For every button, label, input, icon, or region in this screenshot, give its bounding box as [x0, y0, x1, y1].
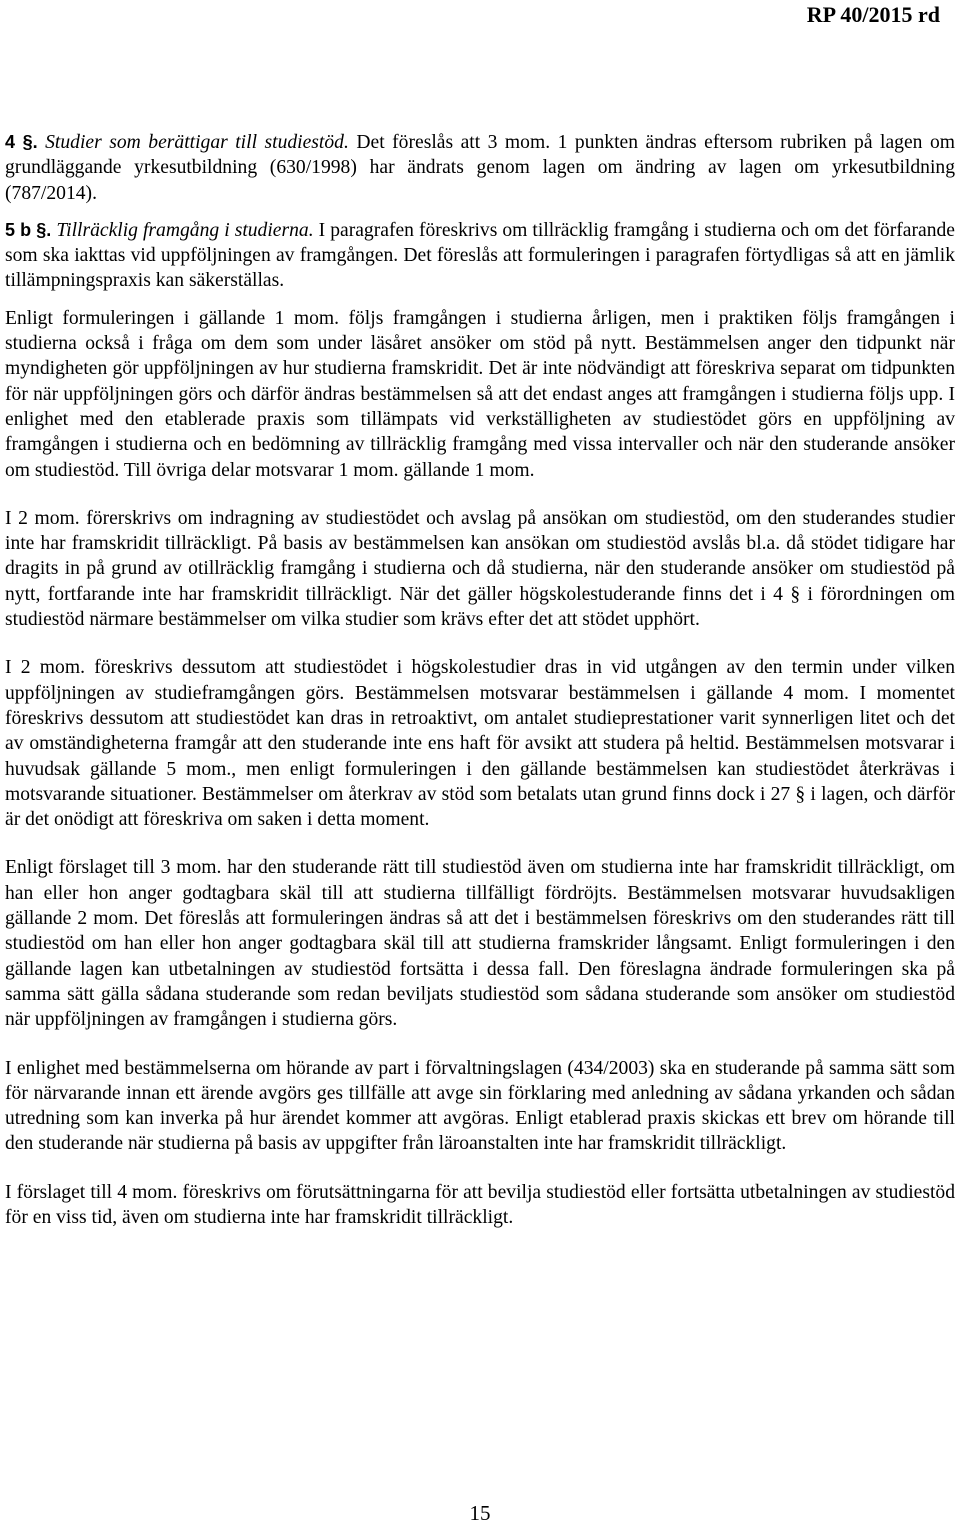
- section-title: Studier som berättigar till studiestöd.: [45, 132, 349, 153]
- paragraph: I 2 mom. förerskrivs om indragning av studiestödet och avslag på ansökan om studiestöd, om den studerandes studier inte har framskridit tillräckligt. På basis av bestämmelsen kan ansökan om studiestöd avslås bl.a. då stödet tidigare har dragits in på grund av otillräcklig framgång i studierna och då studierna, när den studerande ansöker om studiestöd på nytt, fortfarande inte har framskridit tillräckligt. När det gäller högskolestuderande finns det i 4 § i förordningen om studiestöd närmare bestämmelser om vilka studier som krävs efter det att stödet upphört.: [5, 507, 955, 631]
- paragraph-section-5b: [5, 218, 955, 294]
- section-number: 5 b §.: [5, 219, 52, 240]
- page-number: 15: [469, 1501, 491, 1525]
- paragraph-section-4: [5, 130, 955, 206]
- section-title: Tillräcklig framgång i studierna.: [56, 219, 314, 241]
- section-number: 4 §.: [5, 132, 38, 152]
- paragraph: Enligt förslaget till 3 mom. har den studerande rätt till studiestöd även om studierna inte har framskridit tillräckligt, om han eller hon anger godtagbara skäl till att studierna tillfälligt fördröjts. Bestämmelsen motsvarar huvudsakligen gällande 2 mom. Det föreslås att formuleringen ändras så att det i bestämmelsen föreskrivs om den studerandes rätt till studiestöd om han eller hon anger godtagbara skäl till att studierna framskrider långsamt. Enligt formuleringen i den gällande lagen kan utbetalningen av studiestöd fortsätta i dessa fall. Den föreslagna ändrade formuleringen ska på samma sätt gälla sådana studerande som redan beviljats studiestöd som sådana studerande som ansöker om studiestöd när uppföljningen av framgången i studierna görs.: [5, 857, 955, 1031]
- paragraph-text: I paragrafen föreskrivs om tillräcklig framgång i studierna och om det förfarande som ska iakttas vid uppföljningen av framgången. Det föreslås att formuleringen i paragrafen förtydligas så att en jämlik tillämpningspraxis kan säkerställas.: [5, 219, 955, 292]
- paragraph: I förslaget till 4 mom. föreskrivs om förutsättningarna för att bevilja studiestöd eller fortsätta utbetalningen av studiestöd för en viss tid, även om studierna inte har framskridit tillräckligt.: [5, 1181, 955, 1228]
- document-id: RP 40/2015 rd: [806, 2, 940, 27]
- paragraph: I 2 mom. föreskrivs dessutom att studiestödet i högskolestudier dras in vid utgången av den termin under vilken uppföljningen av studieframgången görs. Bestämmelsen motsvarar bestämmelsen i gällande 4 mom. I momentet föreskrivs dessutom att studiestödet kan dras in retroaktivt, om antalet studieprestationer varit synnerligen litet och det av omständigheterna framgår att den studerande inte ens haft för avsikt att studera på heltid. Bestämmelsen motsvarar i huvudsak gällande 5 mom., men enligt formuleringen i den gällande bestämmelsen kan studiestödet återkrävas i motsvarande situationer. Bestämmelser om återkrav av stöd som betalats utan grund finns dock i 27 § i lagen, och därför är det onödigt att föreskriva om saken i detta moment.: [5, 657, 955, 831]
- document-body: [5, 130, 955, 1230]
- paragraph: Enligt formuleringen i gällande 1 mom. följs framgången i studierna årligen, men i praktiken följs framgången i studierna också i fråga om dem som under läsåret ansöker om stöd på nytt. Bestämmelsen anger den tidpunkt när myndigheten gör uppföljningen av hur studierna framskridit. Det är inte nödvändigt att föreskriva separat om tidpunkten för när uppföljningen görs och därför ändras bestämmelsen så att det endast anges att framgången i studierna följs upp. I enlighet med den etablerade praxis som tillämpats vid verkställigheten av studiestödet görs en uppföljning av framgången i studierna och en bedömning av tillräcklig framgång med vissa intervaller och när den studerande ansöker om studiestöd. Till övriga delar motsvarar 1 mom. gällande 1 mom.: [5, 307, 955, 481]
- paragraph-text: Det föreslås att 3 mom. 1 punkten ändras eftersom rubriken på lagen om grundläggande yrkesutbildning (630/1998) har ändrats genom lagen om ändring av lagen om yrkesutbildning (787/2014).: [5, 132, 955, 204]
- paragraph: I enlighet med bestämmelserna om hörande av part i förvaltningslagen (434/2003) ska en studerande på samma sätt som för närvarande innan ett ärende avgörs ges tillfälle att avge sin förklaring med anledning av sådana yrkanden och sådan utredning som kan inverka på hur ärendet kommer att avgöras. Enligt etablerad praxis skickas ett brev om hörande till den studerande när studierna på basis av uppgifter från läroanstalten inte har framskridit tillräckligt.: [5, 1057, 955, 1155]
